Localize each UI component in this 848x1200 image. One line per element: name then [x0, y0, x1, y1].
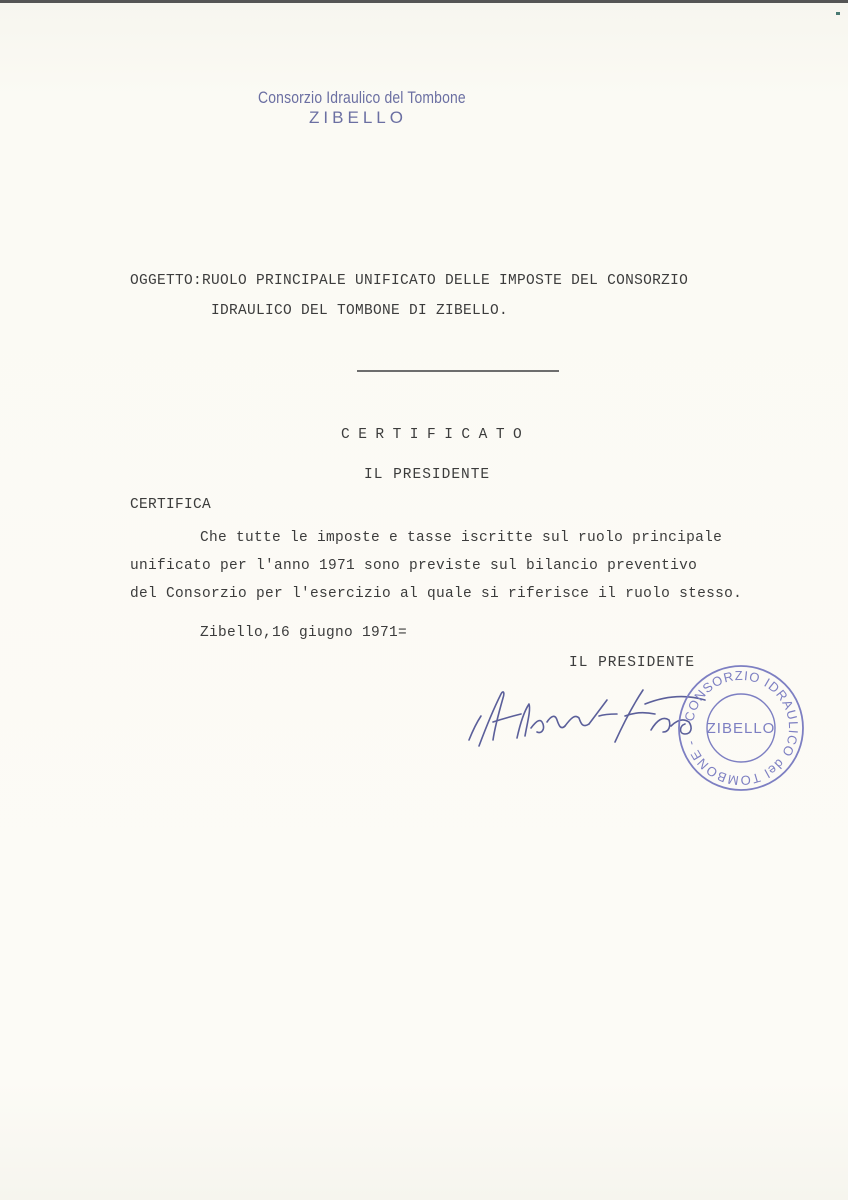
stamp-ring-text: CONSORZIO IDRAULICO del TOMBONE - [681, 667, 802, 789]
scan-corner-mark [836, 12, 840, 15]
dateline: Zibello,16 giugno 1971= [200, 625, 408, 641]
stamp-center-text: ZIBELLO [706, 720, 776, 737]
document-title: CERTIFICATO [341, 427, 531, 443]
letterhead-stamp [258, 88, 498, 128]
signature-role: IL PRESIDENTE [569, 655, 696, 671]
president-heading: IL PRESIDENTE [364, 467, 491, 483]
body-line-2: unificato per l'anno 1971 sono previste sul bilancio preventivo [130, 558, 698, 574]
official-round-stamp [675, 662, 807, 794]
body-line-1: Che tutte le imposte e tasse iscritte sul ruolo principale [200, 530, 723, 546]
certifica-heading: CERTIFICA [130, 497, 212, 513]
body-line-3: del Consorzio per l'esercizio al quale si riferisce il ruolo stesso. [130, 586, 743, 602]
letterhead-line-2: ZIBELLO [309, 108, 407, 127]
subject-line-2: IDRAULICO DEL TOMBONE DI ZIBELLO. [211, 303, 509, 319]
separator-rule [357, 370, 559, 372]
letterhead-line-1: Consorzio Idraulico del Tombone [258, 88, 466, 107]
subject-line-1: OGGETTO:RUOLO PRINCIPALE UNIFICATO DELLE IMPOSTE DEL CONSORZIO [130, 273, 689, 289]
